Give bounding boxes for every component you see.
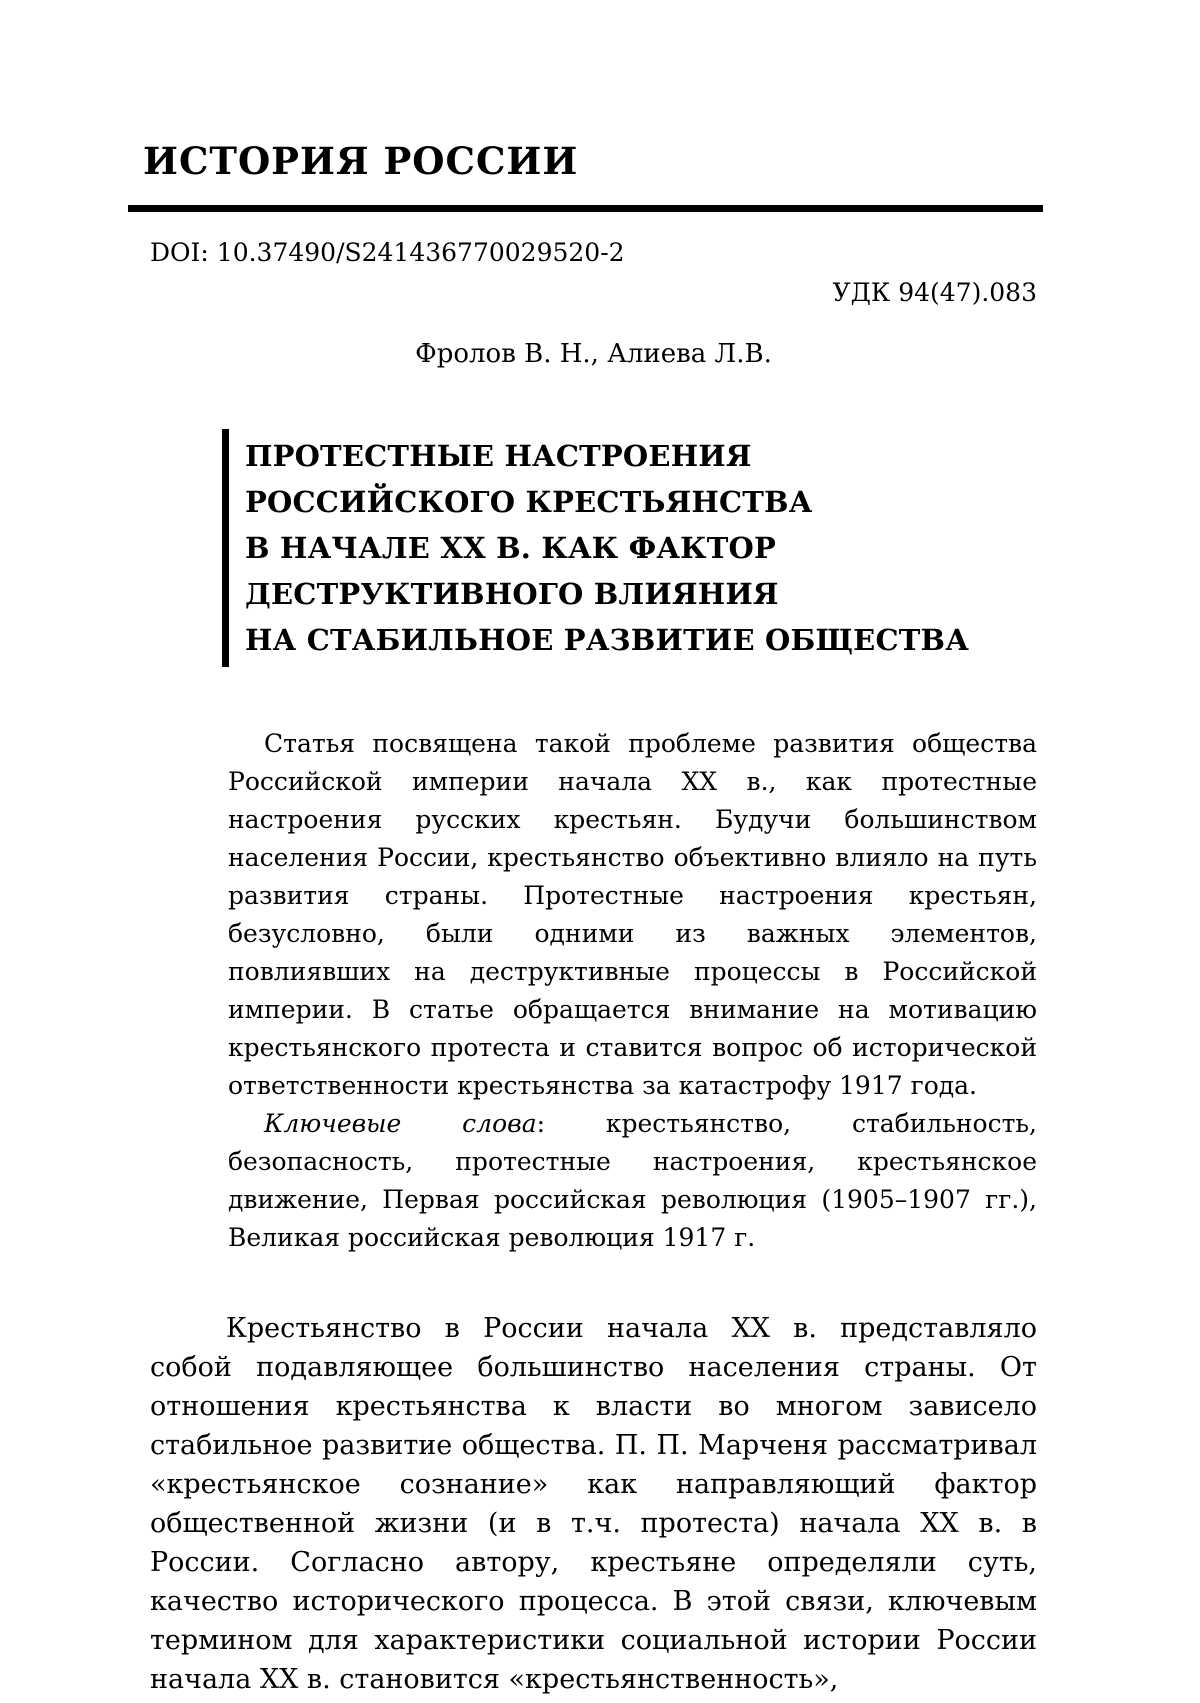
abstract-paragraph: Статья посвящена такой проблеме развития общества Российской империи начала ХХ в., как протестные настроения русских крестьян. Будучи большинством населения России, крестьянство объективно влияло на путь развития страны. Протестные настроения крестьян, безусловно, были одними из важных элементов, повлиявших на деструктивные процессы в Российской империи. В статье обращается внимание на мотивацию крестьянского протеста и ставится вопрос об исторической ответственности крестьянства за катастрофу 1917 года. — [228, 729, 1037, 1101]
authors-line: Фролов В. Н., Алиева Л.В. — [415, 338, 772, 369]
article-title-line: ДЕСТРУКТИВНОГО ВЛИЯНИЯ — [245, 577, 779, 612]
keywords-label: Ключевые слова — [264, 1109, 537, 1139]
article-title — [222, 429, 1037, 667]
article-title-line: В НАЧАЛЕ ХХ В. КАК ФАКТОР — [245, 531, 777, 566]
udc-line: УДК 94(47).083 — [832, 277, 1037, 307]
article-title-line: НА СТАБИЛЬНОЕ РАЗВИТИЕ ОБЩЕСТВА — [245, 623, 970, 658]
header-rule — [128, 205, 1043, 212]
page-header — [143, 139, 1037, 212]
keywords-text: : крестьянство, стабильность, безопасность, протестные настроения, крестьянское движение, Первая российская революция (1905–1907 гг.), Великая российская революция 1917 г. — [228, 1109, 1037, 1253]
doi-line: DOI: 10.37490/S241436770029520-2 — [150, 237, 625, 267]
keywords-paragraph — [228, 1105, 1037, 1257]
abstract-block — [228, 725, 1037, 1257]
section-header: ИСТОРИЯ РОССИИ — [143, 139, 579, 183]
article-title-line: ПРОТЕСТНЫЕ НАСТРОЕНИЯ — [245, 439, 752, 474]
article-title-line: РОССИЙСКОГО КРЕСТЬЯНСТВА — [245, 485, 813, 520]
body-paragraph: Крестьянство в России начала ХХ в. представляло собой подавляющее большинство населения страны. От отношения крестьянства к власти во многом зависело стабильное развитие общества. П. П. Марченя рассматривал «крестьянское сознание» как направляющий фактор общественной жизни (и в т.ч. протеста) начала ХХ в. в России. Согласно автору, крестьяне определяли суть, качество исторического процесса. В этой связи, ключевым термином для характеристики социальной истории России начала ХХ в. становится «крестьянственность», — [150, 1313, 1037, 1696]
